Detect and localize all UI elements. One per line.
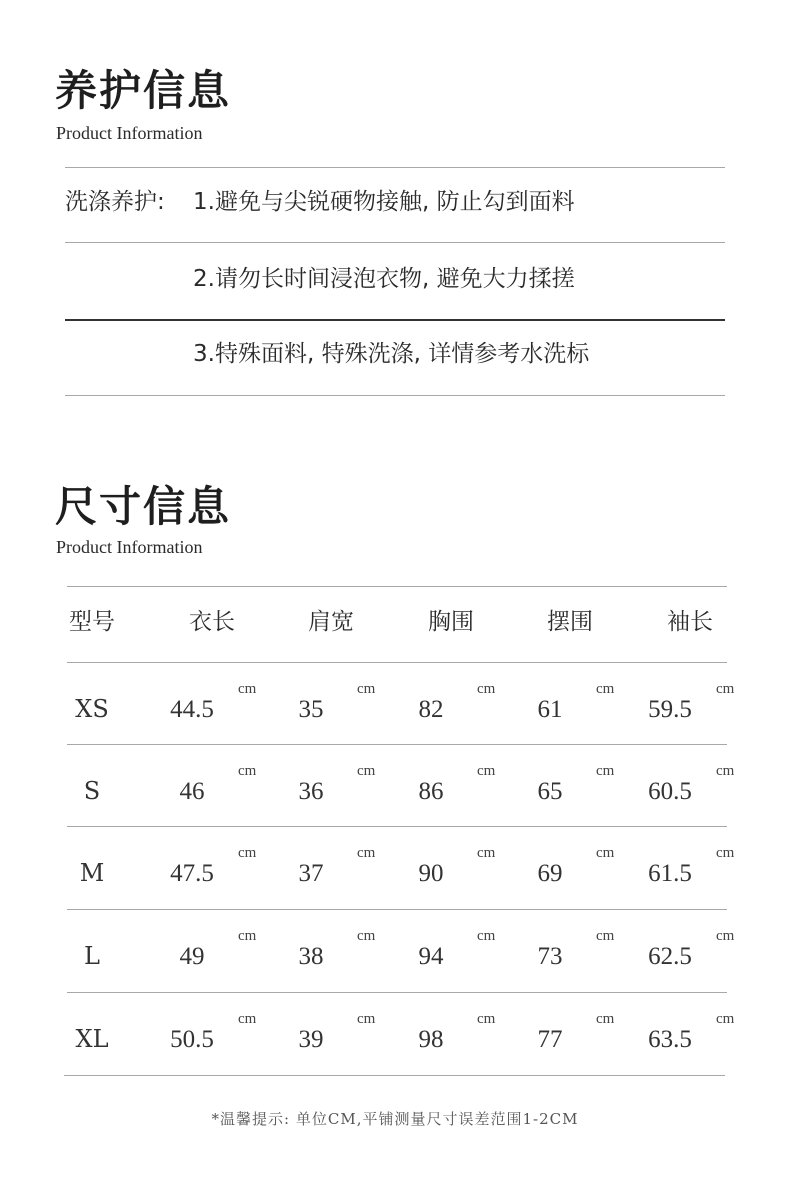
column-header: 胸围 [428, 609, 474, 635]
unit-label: cm [716, 1011, 735, 1027]
unit-label: cm [716, 845, 735, 861]
unit-label: cm [716, 928, 735, 944]
size-label: S [83, 777, 101, 805]
table-rule-top [67, 586, 727, 587]
table-cell: 61 [537, 696, 563, 723]
table-cell: 36 [298, 778, 324, 805]
divider [65, 319, 725, 321]
care-subtitle: Product Information [56, 123, 203, 143]
column-header: 肩宽 [308, 609, 354, 635]
unit-label: cm [238, 928, 257, 944]
unit-label: cm [716, 681, 735, 697]
care-item-2: 2.请勿长时间浸泡衣物, 避免大力揉搓 [193, 266, 575, 292]
table-rule [67, 826, 727, 827]
unit-label: cm [357, 1011, 376, 1027]
table-rule [67, 909, 727, 910]
table-cell: 39 [298, 1026, 324, 1053]
size-title: 尺寸信息 [55, 482, 232, 531]
unit-label: cm [596, 681, 615, 697]
unit-label: cm [477, 763, 496, 779]
table-rule [67, 744, 727, 745]
table-cell: 46 [179, 778, 205, 805]
column-header: 衣长 [189, 609, 235, 635]
table-rule [64, 1075, 725, 1076]
size-label: XS [75, 695, 109, 723]
table-cell: 49 [179, 943, 205, 970]
unit-label: cm [596, 1011, 615, 1027]
unit-label: cm [716, 763, 735, 779]
unit-label: cm [238, 845, 257, 861]
table-cell: 73 [537, 943, 563, 970]
table-cell: 47.5 [170, 860, 214, 887]
column-header: 型号 [69, 609, 115, 635]
care-label: 洗涤养护: [65, 189, 165, 215]
unit-label: cm [477, 681, 496, 697]
unit-label: cm [596, 763, 615, 779]
table-cell: 37 [298, 860, 324, 887]
unit-label: cm [238, 1011, 257, 1027]
table-cell: 50.5 [170, 1026, 214, 1053]
unit-label: cm [596, 845, 615, 861]
divider [65, 242, 725, 243]
table-cell: 98 [418, 1026, 444, 1053]
table-rule [67, 662, 727, 663]
unit-label: cm [357, 681, 376, 697]
care-title: 养护信息 [55, 66, 232, 115]
table-cell: 62.5 [648, 943, 692, 970]
size-label: M [79, 859, 105, 887]
unit-label: cm [477, 928, 496, 944]
table-cell: 90 [418, 860, 444, 887]
column-header: 摆围 [547, 609, 593, 635]
table-cell: 82 [418, 696, 444, 723]
divider [65, 167, 725, 168]
size-note: *温馨提示: 单位CM,平铺测量尺寸误差范围1-2CM [211, 1110, 579, 1128]
table-cell: 59.5 [648, 696, 692, 723]
table-cell: 38 [298, 943, 324, 970]
table-cell: 65 [537, 778, 563, 805]
unit-label: cm [477, 1011, 496, 1027]
unit-label: cm [238, 763, 257, 779]
care-item-3: 3.特殊面料, 特殊洗涤, 详情参考水洗标 [193, 341, 590, 367]
divider [65, 395, 725, 396]
table-cell: 35 [298, 696, 324, 723]
unit-label: cm [238, 681, 257, 697]
size-label: L [84, 942, 100, 970]
table-cell: 69 [537, 860, 563, 887]
unit-label: cm [357, 763, 376, 779]
table-cell: 61.5 [648, 860, 692, 887]
unit-label: cm [596, 928, 615, 944]
care-item-1: 1.避免与尖锐硬物接触, 防止勾到面料 [193, 189, 575, 215]
table-cell: 63.5 [648, 1026, 692, 1053]
table-cell: 60.5 [648, 778, 692, 805]
size-subtitle: Product Information [56, 537, 203, 557]
size-label: XL [75, 1025, 109, 1053]
column-header: 袖长 [667, 609, 713, 635]
unit-label: cm [357, 845, 376, 861]
table-cell: 44.5 [170, 696, 214, 723]
table-cell: 77 [537, 1026, 563, 1053]
unit-label: cm [477, 845, 496, 861]
table-cell: 86 [418, 778, 444, 805]
table-cell: 94 [418, 943, 444, 970]
unit-label: cm [357, 928, 376, 944]
table-rule [67, 992, 727, 993]
